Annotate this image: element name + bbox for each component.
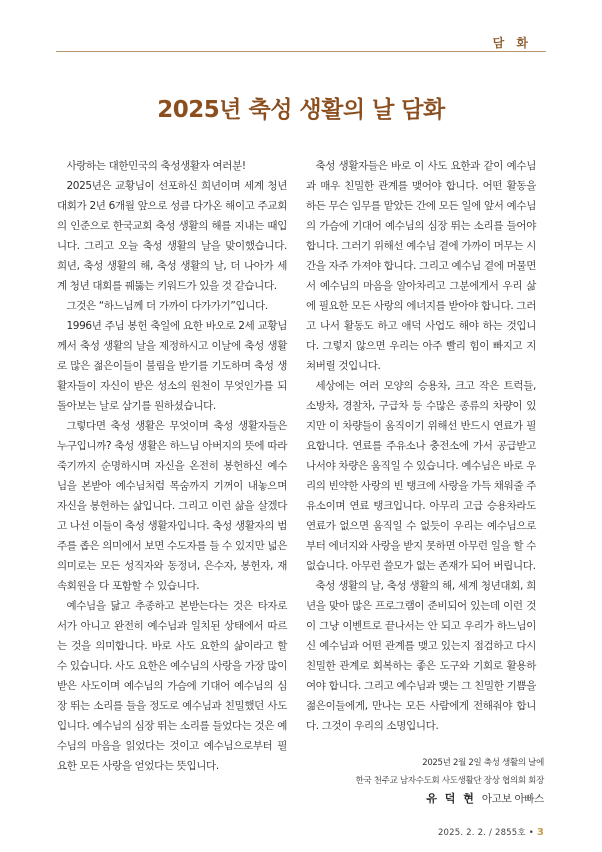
body-column-left [57, 156, 287, 776]
page-title: 2025년 축성 생활의 날 담화 [157, 97, 445, 123]
signature-block [356, 754, 544, 808]
signature-date: 2025년 2월 2일 축성 생활의 날에 [422, 758, 544, 768]
section-label: 담 화 [492, 36, 532, 50]
signature-name: 유 덕 현 [426, 792, 476, 805]
header-rule [56, 51, 546, 52]
page-footer [438, 826, 544, 838]
paragraph: 축성 생활의 날, 축성 생활의 해, 세계 청년대회, 희년을 맞아 많은 프로그램이 준비되어 있는데 이런 것이 그냥 이벤트로 끝나서는 안 되고 우리가 하느님이신 예수님과 어떤 관계를 맺고 있는지 점검하고 다시 친밀한 관계로 회복하는 좋은 도구와 기회로 활용하여야 합니다. 그리고 예수님과 맺는 그 친밀한 기쁨을 젊은이들에게, 만나는 모든 사람에게 전해줘야 합니다. 그것이 우리의 소명입니다. [306, 580, 536, 732]
paragraph: 사랑하는 대한민국의 축성생활자 여러분! [66, 160, 246, 172]
paragraph: 2025년은 교황님이 선포하신 희년이며 세계 청년 대회가 2년 6개월 앞으로 성큼 다가온 해이고 주교회의 인준으로 한국교회 축성 생활의 해를 지내는 때입니다. 그리고 오늘 축성 생활의 날을 맞이했습니다. 희년, 축성 생활의 해, 축성 생활의 날, 더 나아가 세계 청년 대회를 꿰뚫는 키워드가 있을 것 같습니다. [57, 180, 287, 292]
signature-org: 한국 천주교 남자수도회 사도생활단 장상 협의회 회장 [355, 776, 544, 786]
paragraph: 축성 생활자들은 바로 이 사도 요한과 같이 예수님과 매우 친밀한 관계를 맺어야 합니다. 어떤 활동을 하든 무슨 임무를 맡았든 간에 모든 일에 앞서 예수님의 가슴에 기대어 예수님의 심장 뛰는 소리를 들어야 합니다. 그러기 위해선 예수님 곁에 가까이 머무는 시간을 자주 가져야 합니다. 그리고 예수님 곁에 머물면서 예수님의 마음을 알아차리고 그분에게서 우리 삶에 필요한 모든 사랑의 에너지를 받아야 합니다. 그러고 나서 활동도 하고 애덕 사업도 해야 하는 것입니다. 그렇지 않으면 우리는 아주 빨리 힘이 빠지고 지쳐버릴 것입니다. [306, 160, 536, 372]
signature-name-line [356, 790, 544, 808]
body-column-right [306, 156, 536, 736]
paragraph: 그렇다면 축성 생활은 무엇이며 축성 생활자들은 누구입니까? 축성 생활은 하느님 아버지의 뜻에 따라 죽기까지 순명하시며 자신을 온전히 봉헌하신 예수님을 본받아 예수님처럼 목숨까지 기꺼이 내놓으며 자신을 봉헌하는 삶입니다. 그리고 이런 삶을 살겠다고 나선 이들이 축성 생활자입니다. 축성 생활자의 범주를 좁은 의미에서 보면 수도자를 들 수 있지만 넓은 의미로는 모든 성직자와 동정녀, 은수자, 봉헌자, 재속회원을 다 포함할 수 있습니다. [57, 420, 287, 592]
paragraph: 1996년 주님 봉헌 축일에 요한 바오로 2세 교황님께서 축성 생활의 날을 제정하시고 이날에 축성 생활로 많은 젊은이들이 불림을 받기를 기도하며 축성 생활자들이 자신이 받은 성소의 원천이 무엇인가를 되돌아보는 날로 삼기를 원하셨습니다. [57, 320, 287, 412]
signature-title: 아고보 아빠스 [481, 793, 544, 805]
paragraph: 세상에는 여러 모양의 승용차, 크고 작은 트럭들, 소방차, 경찰차, 구급차 등 수많은 종류의 차량이 있지만 이 차량들이 움직이기 위해선 반드시 연료가 필요합니다. 연료를 주유소나 충전소에 가서 공급받고 나서야 차량은 움직일 수 있습니다. 예수님은 바로 우리의 빈약한 사랑의 빈 탱크에 사랑을 가득 채워줄 주유소이며 연료 탱크입니다. 아무리 고급 승용차라도 연료가 없으면 움직일 수 없듯이 우리는 예수님으로부터 에너지와 사랑을 받지 못하면 아무런 일을 할 수 없습니다. 아무런 쓸모가 없는 존재가 되어 버립니다. [306, 380, 536, 572]
paragraph: 그것은 “하느님께 더 가까이 다가가기”입니다. [66, 300, 268, 312]
issue-info: 2025. 2. 2. / 2855호 • [437, 828, 534, 838]
paragraph: 예수님을 닮고 추종하고 본받는다는 것은 타자로서가 아니고 완전히 예수님과 일치된 상태에서 따르는 것을 의미합니다. 바로 사도 요한의 삶이라고 할 수 있습니다. 사도 요한은 예수님의 사랑을 가장 많이 받은 사도이며 예수님의 가슴에 기대어 예수님의 심장 뛰는 소리를 들을 정도로 예수님과 친밀했던 사도입니다. 예수님의 심장 뛰는 소리를 들었다는 것은 예수님의 마음을 읽었다는 것이고 예수님으로부터 필요한 모든 사랑을 얻었다는 뜻입니다. [57, 600, 287, 772]
page-number: 3 [536, 827, 544, 838]
